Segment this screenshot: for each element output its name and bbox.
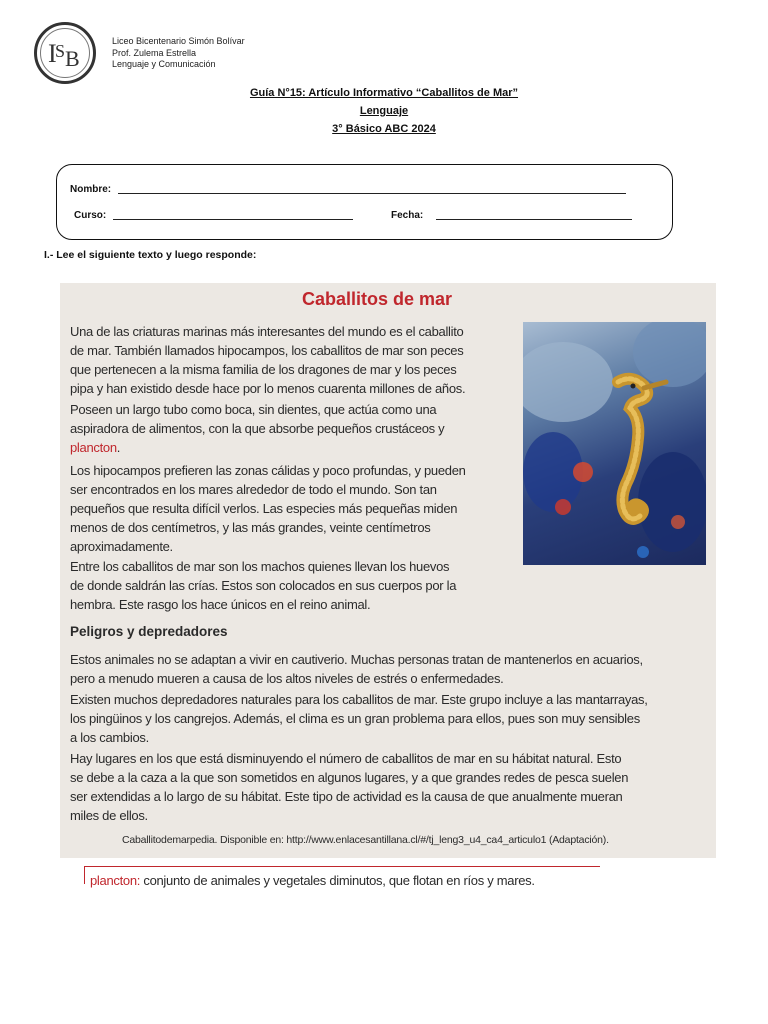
text-line: hembra. Este rasgo los hace únicos en el reino animal. [70,597,371,612]
text-line: ser extendidas a lo largo de su hábitat. Este tipo de actividad es la causa de que anualmente mueran [70,789,623,804]
text-line: Una de las criaturas marinas más interesantes del mundo es el caballito [70,324,464,339]
svg-text:I: I [48,39,57,68]
date-field[interactable] [436,209,632,220]
glossary-term: plancton: [90,873,141,888]
text-line: Los hipocampos prefieren las zonas cálidas y poco profundas, y pueden [70,463,466,478]
text-line: aproximadamente. [70,539,173,554]
text-line: miles de ellos. [70,808,148,823]
text-line: pequeños que resulta difícil verlos. Las especies más pequeñas miden [70,501,458,516]
text-line: menos de dos centímetros, y las más grandes, veinte centímetros [70,520,431,535]
section-subheading: Peligros y depredadores [70,624,228,639]
text-line: Estos animales no se adaptan a vivir en cautiverio. Muchas personas tratan de mantenerlos en acuarios, [70,652,643,667]
text-line [70,438,444,457]
paragraph-3 [70,461,466,556]
name-label: Nombre: [70,184,112,195]
text-line: que pertenecen a la misma familia de los dragones de mar y los peces [70,362,457,377]
source-citation: Caballitodemarpedia. Disponible en: http://www.enlacesantillana.cl/#/tj_leng3_u4_ca4_articulo1 (Adaptación). [122,834,609,846]
paragraph-1 [70,322,465,398]
glossary-text [90,873,535,888]
paragraph-2 [70,400,444,457]
text-line: ser encontrados en los mares alrededor de todo el mundo. Son tan [70,482,437,497]
date-label: Fecha: [391,210,424,221]
course-label: Curso: [74,210,107,221]
article-title: Caballitos de mar [302,289,453,309]
glossary-divider [84,866,600,867]
svg-text:S: S [55,41,66,61]
school-logo-icon [34,22,96,84]
text-line: pipa y han existido desde hace por lo menos cuarenta millones de años. [70,381,466,396]
paragraph-7 [70,749,628,825]
text-line: Poseen un largo tubo como boca, sin dientes, que actúa como una [70,402,437,417]
text-line: se debe a la caza a la que son sometidos en algunos lugares, y a que grandes redes de pesca suelen [70,770,629,785]
paragraph-6 [70,690,648,747]
glossary-bracket [84,866,85,884]
glossary-note [80,866,600,896]
guide-title: Guía N°15: Artículo Informativo “Caballitos de Mar” [249,87,519,99]
glossary-definition: conjunto de animales y vegetales diminutos, que flotan en ríos y mares. [140,873,535,888]
period: . [116,440,121,455]
plancton-term: plancton [70,440,117,455]
school-info [112,36,245,71]
course-field[interactable] [113,209,353,220]
school-name: Liceo Bicentenario Simón Bolívar [112,36,245,46]
text-line: de donde saldrán las crías. Estos son colocados en sus cuerpos por la [70,578,457,593]
text-line: a los cambios. [70,730,149,745]
name-row [70,183,626,195]
subject-name: Lenguaje y Comunicación [112,59,216,69]
level-title: 3° Básico ABC 2024 [332,123,436,135]
paragraph-5 [70,650,643,688]
document-titles [0,84,768,138]
seahorse-photo [523,322,706,565]
text-line: aspiradora de alimentos, con la que absorbe pequeños crustáceos y [70,421,445,436]
subject-title: Lenguaje [359,105,409,117]
text-line: Entre los caballitos de mar son los machos quienes llevan los huevos [70,559,450,574]
instruction: I.- Lee el siguiente texto y luego responde: [44,249,257,261]
date-row [391,209,632,221]
text-line: pero a menudo mueren a causa de los altos niveles de estrés o enfermedades. [70,671,504,686]
text-line: de mar. También llamados hipocampos, los caballitos de mar son peces [70,343,464,358]
teacher-name: Prof. Zulema Estrella [112,47,197,58]
course-row [74,209,353,221]
paragraph-4 [70,557,456,614]
name-field[interactable] [118,183,626,194]
text-line: Hay lugares en los que está disminuyendo el número de caballitos de mar en su hábitat natural. Esto [70,751,622,766]
text-line: los pingüinos y los cangrejos. Además, el clima es un gran problema para ellos, pues son muy sensibles [70,711,640,726]
student-info-box [56,164,673,240]
text-line: Existen muchos depredadores naturales para los caballitos de mar. Este grupo incluye a las mantarrayas, [70,692,648,707]
svg-text:B: B [65,46,80,71]
